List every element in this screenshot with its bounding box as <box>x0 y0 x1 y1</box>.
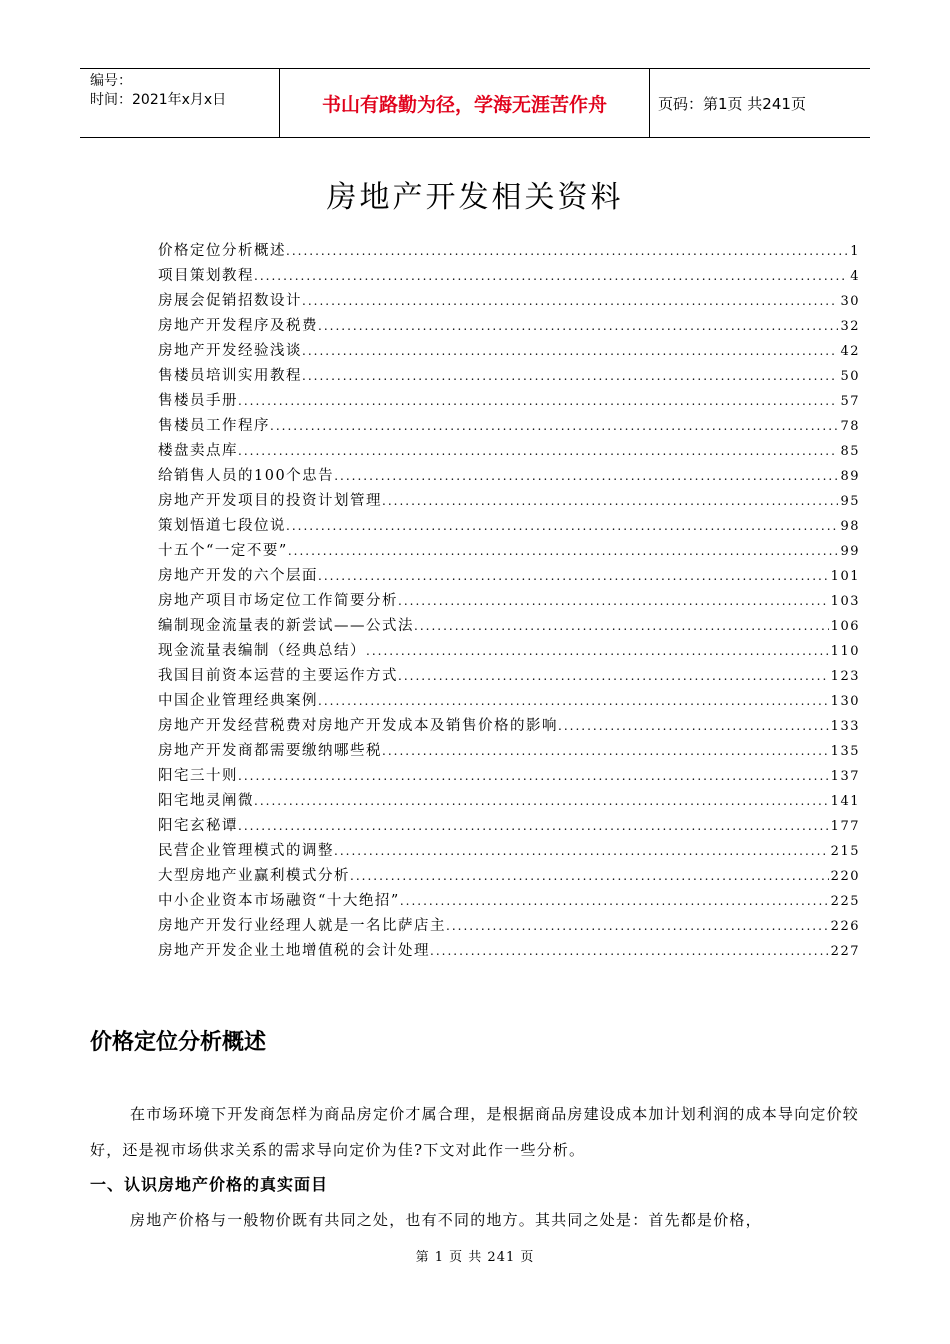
toc-entry-label: 房地产开发的六个层面 <box>158 568 318 584</box>
toc-entry[interactable] <box>158 489 860 514</box>
toc-entry-label: 阳宅地灵阐微 <box>158 793 254 809</box>
toc-leader-dots <box>366 639 829 664</box>
toc-entry-page: 177 <box>830 819 860 834</box>
subheading: 一、认识房地产价格的真实面目 <box>90 1175 329 1194</box>
toc-leader-dots <box>318 564 829 589</box>
toc-entry-label: 房地产开发行业经理人就是一名比萨店主 <box>158 918 446 934</box>
toc-entry-page: 42 <box>840 344 860 359</box>
toc-entry[interactable] <box>158 464 860 489</box>
toc-entry-page: 225 <box>830 894 860 909</box>
toc-entry[interactable] <box>158 639 860 664</box>
toc-leader-dots <box>254 264 848 289</box>
toc-leader-dots <box>286 239 848 264</box>
toc-leader-dots <box>398 664 829 689</box>
toc-entry-page: 30 <box>840 294 860 309</box>
toc-entry-label: 房展会促销招数设计 <box>158 293 302 309</box>
toc-entry-page: 135 <box>830 744 860 759</box>
toc-entry[interactable] <box>158 889 860 914</box>
toc-entry-page: 89 <box>840 469 860 484</box>
toc-entry-label: 房地产项目市场定位工作简要分析 <box>158 593 398 609</box>
toc-entry[interactable] <box>158 314 860 339</box>
toc-entry-page: 99 <box>840 544 860 559</box>
toc-entry[interactable] <box>158 339 860 364</box>
toc-leader-dots <box>286 514 838 539</box>
toc-entry-label: 现金流量表编制（经典总结） <box>158 643 366 659</box>
toc-entry-page: 215 <box>830 844 860 859</box>
toc-entry-label: 十五个“一定不要” <box>158 543 288 559</box>
toc-entry-page: 133 <box>830 719 860 734</box>
toc-entry-page: 85 <box>840 444 860 459</box>
toc-leader-dots <box>558 714 829 739</box>
toc-leader-dots <box>414 614 829 639</box>
toc-leader-dots <box>238 439 838 464</box>
number-label: 编号： <box>90 73 132 89</box>
toc-entry[interactable] <box>158 389 860 414</box>
header-motto: 书山有路勤为径，学海无涯苦作舟 <box>280 69 650 137</box>
toc-leader-dots <box>238 764 829 789</box>
toc-entry-label: 民营企业管理模式的调整 <box>158 843 334 859</box>
toc-leader-dots <box>288 539 839 564</box>
toc-entry-page: 227 <box>830 944 860 959</box>
toc-leader-dots <box>238 814 829 839</box>
toc-entry-page: 98 <box>840 519 860 534</box>
toc-entry-label: 售楼员培训实用教程 <box>158 368 302 384</box>
section-title: 价格定位分析概述 <box>90 1030 267 1055</box>
toc-entry-label: 大型房地产业赢利模式分析 <box>158 868 350 884</box>
toc-leader-dots <box>318 314 838 339</box>
toc-entry-label: 编制现金流量表的新尝试——公式法 <box>158 618 414 634</box>
toc-leader-dots <box>318 689 829 714</box>
date-label: 时间：2021年x月x日 <box>90 92 227 108</box>
toc-entry-page: 103 <box>830 594 860 609</box>
toc-leader-dots <box>430 939 829 964</box>
toc-leader-dots <box>302 364 838 389</box>
toc-leader-dots <box>400 889 829 914</box>
toc-entry[interactable] <box>158 939 860 964</box>
toc-entry-page: 78 <box>840 419 860 434</box>
toc-entry-page: 141 <box>830 794 860 809</box>
toc-entry[interactable] <box>158 689 860 714</box>
toc-leader-dots <box>238 389 838 414</box>
toc-entry[interactable] <box>158 289 860 314</box>
toc-entry[interactable] <box>158 914 860 939</box>
toc-entry[interactable] <box>158 614 860 639</box>
toc-entry[interactable] <box>158 839 860 864</box>
toc-entry[interactable] <box>158 514 860 539</box>
toc-entry-label: 项目策划教程 <box>158 268 254 284</box>
toc-entry[interactable] <box>158 739 860 764</box>
toc-entry-label: 售楼员手册 <box>158 393 238 409</box>
toc-entry[interactable] <box>158 789 860 814</box>
table-of-contents <box>158 239 860 964</box>
toc-leader-dots <box>382 739 829 764</box>
toc-entry-page: 123 <box>830 669 860 684</box>
toc-entry-label: 房地产开发商都需要缴纳哪些税 <box>158 743 382 759</box>
toc-entry-page: 32 <box>840 319 860 334</box>
toc-entry-label: 房地产开发经验浅谈 <box>158 343 302 359</box>
toc-entry-label: 给销售人员的100个忠告 <box>158 468 335 484</box>
toc-entry-label: 房地产开发程序及税费 <box>158 318 318 334</box>
toc-entry[interactable] <box>158 864 860 889</box>
document-title: 房地产开发相关资料 <box>326 180 624 215</box>
header-meta <box>80 69 280 137</box>
toc-entry-page: 101 <box>830 569 860 584</box>
toc-entry-label: 中小企业资本市场融资“十大绝招” <box>158 893 400 909</box>
toc-entry-label: 我国目前资本运营的主要运作方式 <box>158 668 398 684</box>
toc-entry-page: 4 <box>850 269 860 284</box>
toc-entry-label: 价格定位分析概述 <box>158 243 286 259</box>
toc-entry-label: 房地产开发经营税费对房地产开发成本及销售价格的影响 <box>158 718 558 734</box>
toc-entry-page: 95 <box>840 494 860 509</box>
toc-leader-dots <box>398 589 829 614</box>
toc-entry-page: 137 <box>830 769 860 784</box>
toc-entry-page: 50 <box>840 369 860 384</box>
toc-entry[interactable] <box>158 239 860 264</box>
toc-leader-dots <box>302 339 838 364</box>
page-header <box>80 68 870 138</box>
toc-entry[interactable] <box>158 364 860 389</box>
toc-entry[interactable] <box>158 664 860 689</box>
toc-leader-dots <box>254 789 829 814</box>
toc-entry[interactable] <box>158 714 860 739</box>
toc-entry-page: 130 <box>830 694 860 709</box>
toc-entry[interactable] <box>158 564 860 589</box>
toc-entry[interactable] <box>158 439 860 464</box>
body-paragraph: 房地产价格与一般物价既有共同之处，也有不同的地方。其共同之处是：首先都是价格， <box>130 1211 762 1229</box>
toc-entry[interactable] <box>158 814 860 839</box>
toc-leader-dots <box>270 414 838 439</box>
toc-entry-label: 售楼员工作程序 <box>158 418 270 434</box>
toc-entry-label: 房地产开发企业土地增值税的会计处理 <box>158 943 430 959</box>
intro-paragraph: 在市场环境下开发商怎样为商品房定价才属合理，是根据商品房建设成本加计划利润的成本导向定价较好，还是视市场供求关系的需求导向定价为佳?下文对此作一些分析。 <box>90 1105 860 1159</box>
header-page-info: 页码：第1页 共241页 <box>658 94 806 113</box>
toc-leader-dots <box>302 289 838 314</box>
toc-entry-label: 阳宅玄秘谭 <box>158 818 238 834</box>
toc-entry-page: 220 <box>830 869 860 884</box>
toc-entry[interactable] <box>158 264 860 289</box>
toc-entry-label: 楼盘卖点库 <box>158 443 238 459</box>
toc-leader-dots <box>350 864 829 889</box>
toc-leader-dots <box>334 839 829 864</box>
toc-entry[interactable] <box>158 414 860 439</box>
toc-entry[interactable] <box>158 539 860 564</box>
toc-entry-label: 阳宅三十则 <box>158 768 238 784</box>
toc-leader-dots <box>382 489 838 514</box>
toc-entry-label: 策划悟道七段位说 <box>158 518 286 534</box>
toc-entry-label: 中国企业管理经典案例 <box>158 693 318 709</box>
toc-entry-label: 房地产开发项目的投资计划管理 <box>158 493 382 509</box>
toc-entry-page: 1 <box>850 244 860 259</box>
toc-leader-dots <box>446 914 829 939</box>
toc-entry-page: 106 <box>830 619 860 634</box>
toc-leader-dots <box>334 464 838 489</box>
toc-entry[interactable] <box>158 764 860 789</box>
toc-entry-page: 110 <box>830 644 860 659</box>
toc-entry-page: 226 <box>830 919 860 934</box>
page-footer: 第 1 页 共 241 页 <box>415 1250 535 1265</box>
toc-entry-page: 57 <box>840 394 860 409</box>
toc-entry[interactable] <box>158 589 860 614</box>
